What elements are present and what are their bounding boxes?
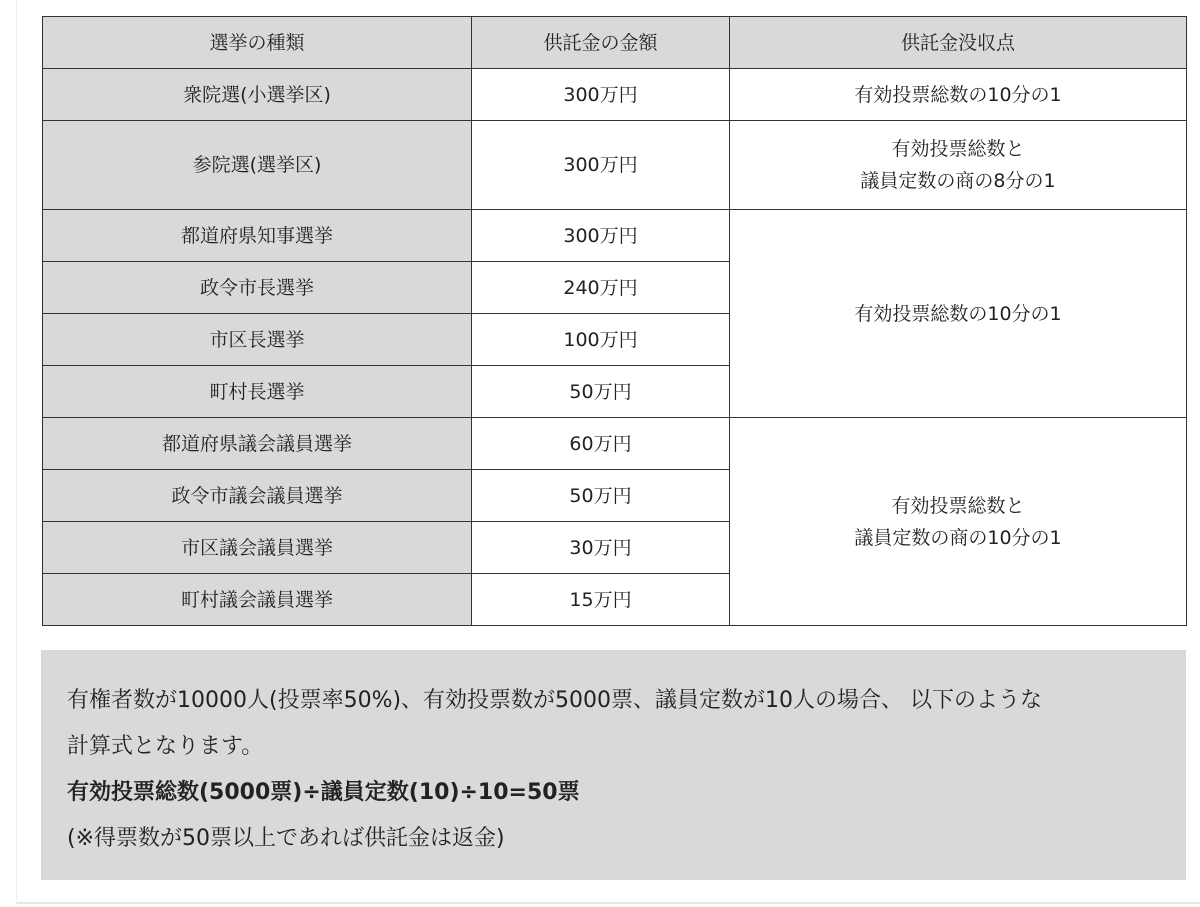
election-type-cell: 町村議会議員選挙 — [43, 574, 472, 626]
forfeit-threshold-text: 有効投票総数の10分の1 — [854, 83, 1062, 106]
deposit-amount-cell: 15万円 — [472, 574, 730, 626]
example-formula: 有効投票総数(5000票)÷議員定数(10)÷10=50票 — [67, 780, 580, 805]
forfeit-threshold-text: 有効投票総数の10分の1 — [854, 302, 1062, 325]
example-remark: (※得票数が50票以上であれば供託金は返金) — [67, 826, 505, 851]
table-header-row — [43, 17, 1187, 69]
deposit-amount-cell: 100万円 — [472, 314, 730, 366]
deposit-amount-cell: 300万円 — [472, 210, 730, 262]
deposit-amount-cell: 60万円 — [472, 418, 730, 470]
election-type-cell: 衆院選(小選挙区) — [43, 69, 472, 121]
forfeit-threshold-text: 有効投票総数と — [891, 138, 1025, 160]
example-description-line2: 計算式となります。 — [67, 734, 264, 759]
forfeit-threshold-cell — [730, 121, 1187, 210]
election-type-cell: 市区長選挙 — [43, 314, 472, 366]
deposit-table — [42, 16, 1187, 626]
example-note-box — [41, 650, 1186, 880]
header-deposit-amount: 供託金の金額 — [472, 17, 730, 69]
header-election-type: 選挙の種類 — [43, 17, 472, 69]
election-type-cell: 参院選(選挙区) — [43, 121, 472, 210]
table-row — [43, 418, 1187, 470]
election-type-cell: 政令市長選挙 — [43, 262, 472, 314]
deposit-amount-cell: 240万円 — [472, 262, 730, 314]
election-type-cell: 町村長選挙 — [43, 366, 472, 418]
deposit-amount-cell: 30万円 — [472, 522, 730, 574]
deposit-amount-cell: 50万円 — [472, 366, 730, 418]
forfeit-threshold-text: 有効投票総数と — [891, 494, 1025, 517]
table-row — [43, 69, 1187, 121]
forfeit-threshold-cell — [730, 69, 1187, 121]
forfeit-threshold-text: 議員定数の商の10分の1 — [854, 526, 1062, 549]
example-description — [67, 678, 1160, 770]
header-forfeit-threshold: 供託金没収点 — [730, 17, 1187, 69]
forfeit-threshold-cell — [730, 418, 1187, 626]
deposit-amount-cell: 300万円 — [472, 69, 730, 121]
deposit-amount-cell: 300万円 — [472, 121, 730, 210]
forfeit-threshold-cell — [730, 210, 1187, 418]
table-row — [43, 210, 1187, 262]
deposit-amount-cell: 50万円 — [472, 470, 730, 522]
election-type-cell: 都道府県知事選挙 — [43, 210, 472, 262]
election-type-cell: 市区議会議員選挙 — [43, 522, 472, 574]
table-row — [43, 121, 1187, 210]
forfeit-threshold-text: 議員定数の商の8分の1 — [860, 170, 1056, 192]
election-type-cell: 政令市議会議員選挙 — [43, 470, 472, 522]
election-type-cell: 都道府県議会議員選挙 — [43, 418, 472, 470]
example-description-line1: 有権者数が10000人(投票率50%)、有効投票数が5000票、議員定数が10人の場合、 以下のような — [67, 688, 1043, 713]
